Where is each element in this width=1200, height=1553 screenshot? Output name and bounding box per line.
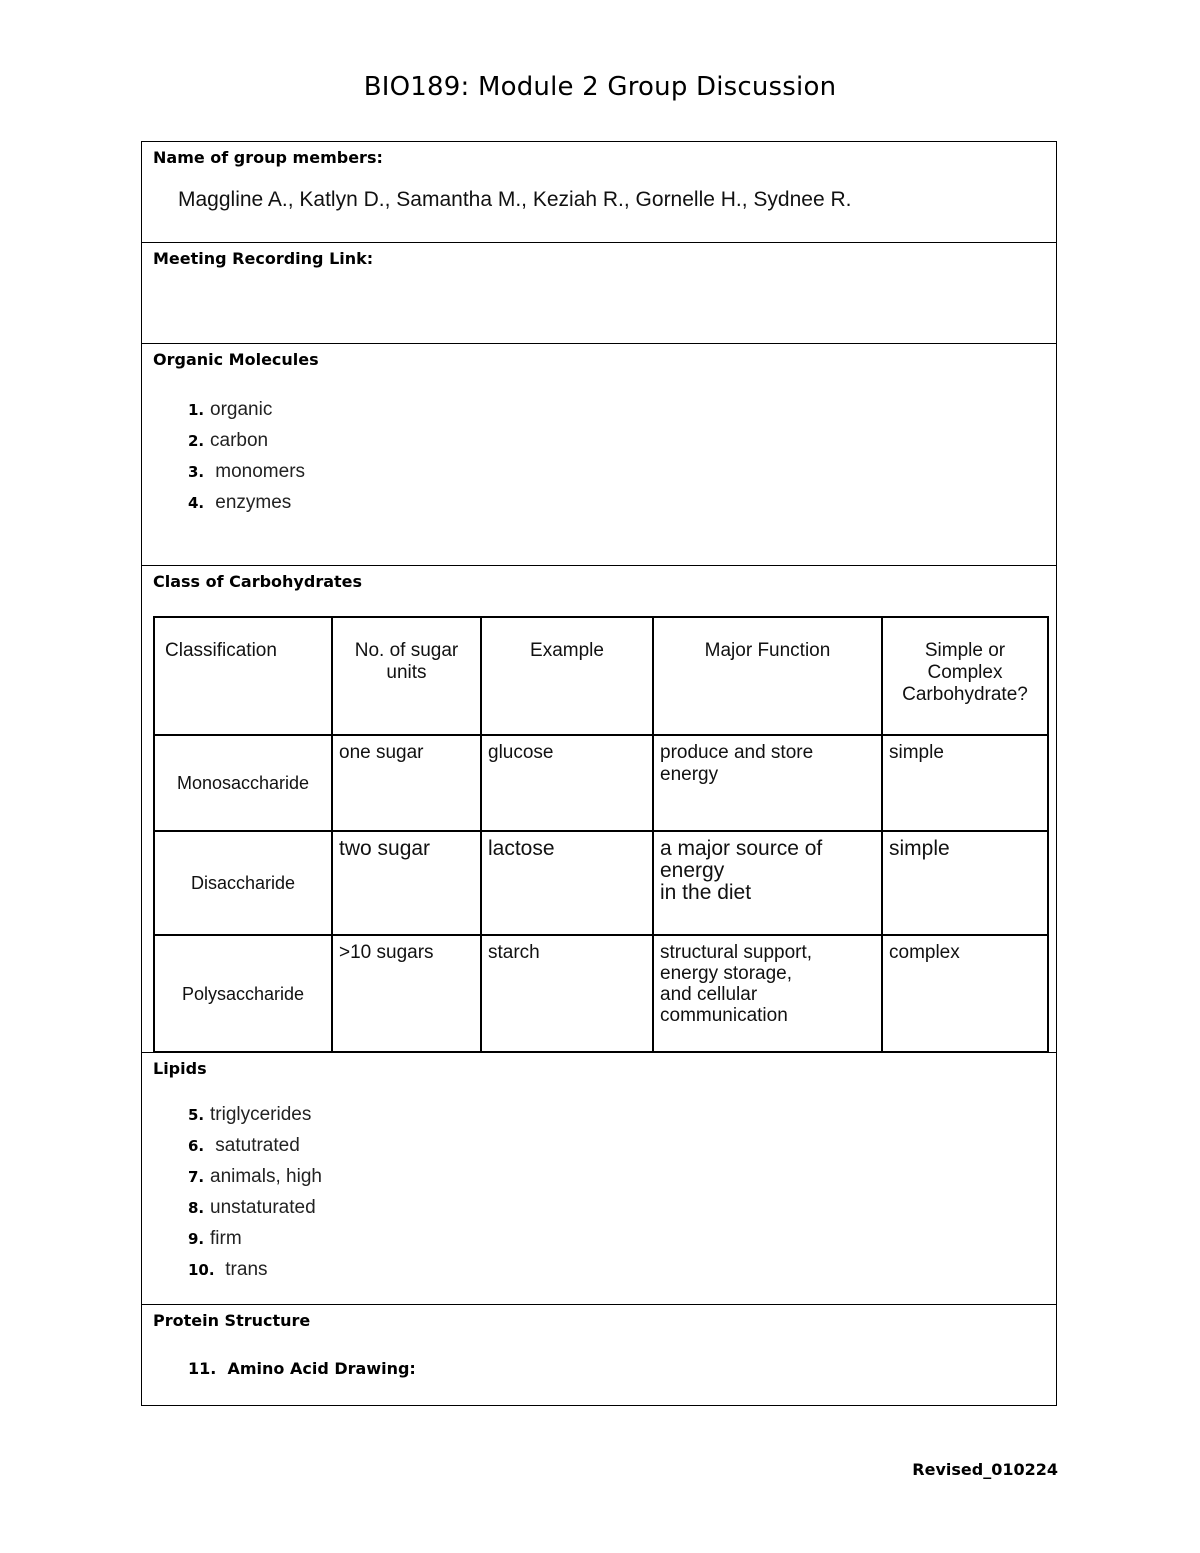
list-item: 5. triglycerides	[188, 1103, 312, 1125]
cell-units[interactable]: >10 sugars	[332, 935, 481, 1052]
lipids-section	[142, 1053, 1056, 1305]
table-row	[154, 935, 1048, 1052]
table-row	[154, 831, 1048, 935]
group-members-value[interactable]: Maggline A., Katlyn D., Samantha M., Keziah R., Gornelle H., Sydnee R.	[178, 188, 852, 211]
recording-link-label: Meeting Recording Link:	[153, 249, 374, 268]
list-item: 4. enzymes	[188, 491, 292, 513]
cell-units[interactable]: one sugar	[332, 735, 481, 831]
cell-example[interactable]: starch	[481, 935, 653, 1052]
group-members-label: Name of group members:	[153, 148, 383, 167]
cell-type[interactable]: complex	[882, 935, 1048, 1052]
column-header-units: No. of sugar units	[332, 617, 481, 735]
row-classification: Polysaccharide	[154, 935, 332, 1052]
protein-structure-label: Protein Structure	[153, 1311, 311, 1330]
row-classification: Monosaccharide	[154, 735, 332, 831]
column-header-type: Simple or Complex Carbohydrate?	[882, 617, 1048, 735]
cell-function[interactable]: produce and store energy	[653, 735, 882, 831]
lipids-list	[188, 1099, 322, 1285]
carbohydrates-section	[142, 566, 1056, 1053]
cell-function[interactable]: a major source of energy in the diet	[653, 831, 882, 935]
lipids-label: Lipids	[153, 1059, 207, 1078]
column-header-classification: Classification	[154, 617, 332, 735]
group-members-section	[142, 142, 1056, 243]
list-item: 9. firm	[188, 1227, 242, 1249]
row-classification: Disaccharide	[154, 831, 332, 935]
organic-molecules-label: Organic Molecules	[153, 350, 319, 369]
list-item: 7. animals, high	[188, 1165, 322, 1187]
carbohydrates-label: Class of Carbohydrates	[153, 572, 363, 591]
list-item: 8. unstaturated	[188, 1196, 316, 1218]
column-header-function: Major Function	[653, 617, 882, 735]
page-title: BIO189: Module 2 Group Discussion	[363, 72, 837, 102]
organic-molecules-list	[188, 394, 305, 518]
list-item: 2. carbon	[188, 429, 269, 451]
cell-example[interactable]: lactose	[481, 831, 653, 935]
cell-units[interactable]: two sugar	[332, 831, 481, 935]
recording-link-section	[142, 243, 1056, 344]
revision-label: Revised_010224	[912, 1460, 1058, 1479]
column-header-example: Example	[481, 617, 653, 735]
cell-function[interactable]: structural support, energy storage, and cellular communication	[653, 935, 882, 1052]
organic-molecules-section	[142, 344, 1056, 566]
list-item: 3. monomers	[188, 460, 306, 482]
protein-structure-section	[142, 1305, 1056, 1405]
carbohydrates-table	[153, 616, 1049, 1053]
list-item: 6. satutrated	[188, 1134, 300, 1156]
cell-type[interactable]: simple	[882, 831, 1048, 935]
list-item: 10. trans	[188, 1258, 268, 1280]
table-header-row	[154, 617, 1048, 735]
list-item: 1. organic	[188, 398, 273, 420]
discussion-form	[141, 141, 1057, 1406]
cell-type[interactable]: simple	[882, 735, 1048, 831]
amino-acid-drawing-item: 11. Amino Acid Drawing:	[188, 1359, 416, 1378]
table-row	[154, 735, 1048, 831]
cell-example[interactable]: glucose	[481, 735, 653, 831]
